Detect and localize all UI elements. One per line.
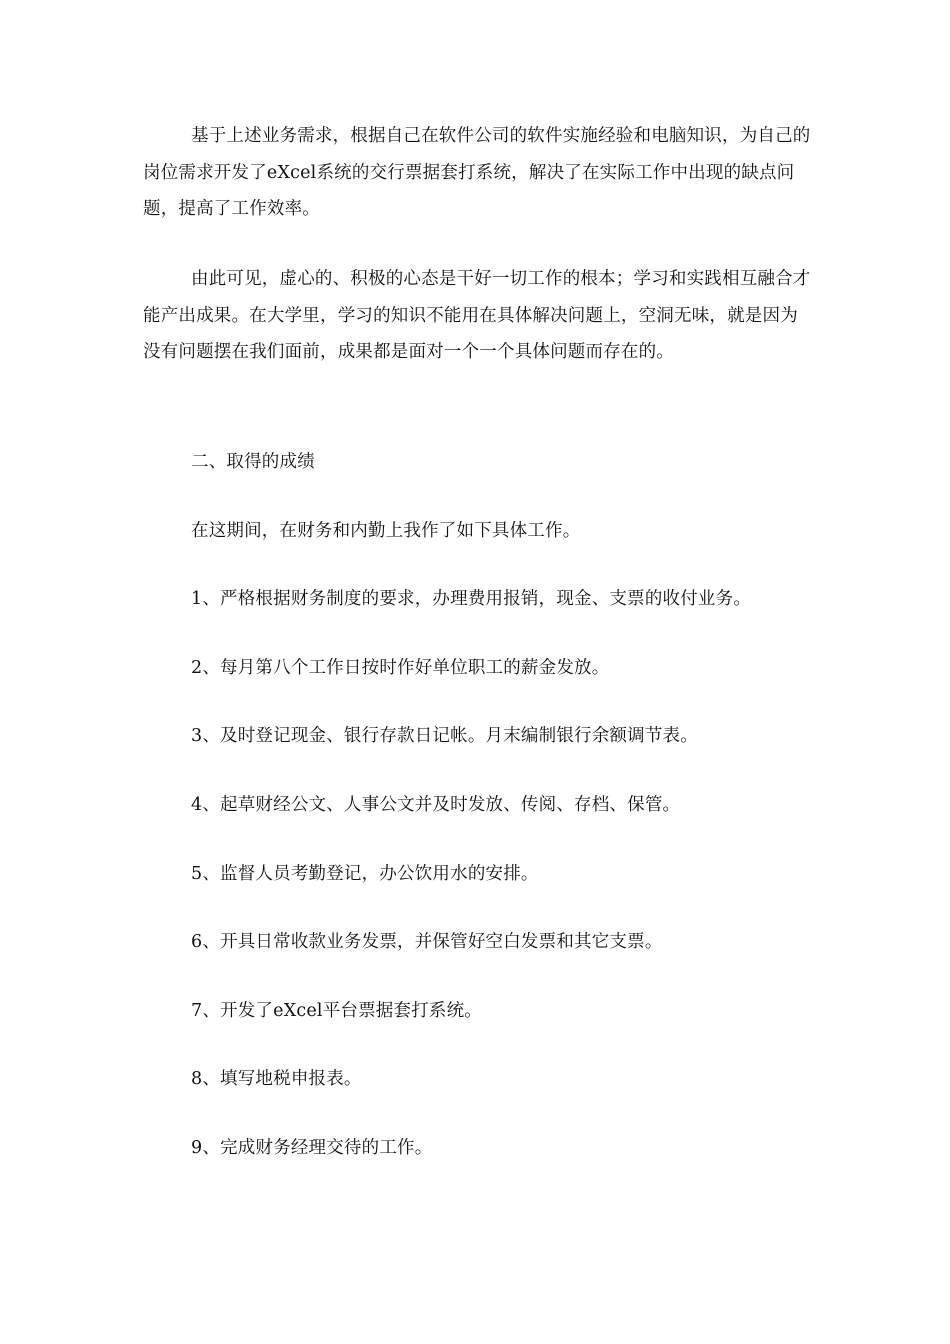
list-item: 4、起草财经公文、人事公文并及时发放、传阅、存档、保管。 bbox=[191, 795, 681, 815]
list-item: 3、及时登记现金、银行存款日记帐。月末编制银行余额调节表。 bbox=[191, 726, 698, 746]
list-item: 8、填写地税申报表。 bbox=[191, 1069, 362, 1089]
list-item: 7、开发了eXcel平台票据套打系统。 bbox=[191, 1001, 483, 1021]
intro-line: 在这期间，在财务和内勤上我作了如下具体工作。 bbox=[191, 521, 581, 541]
list-item: 1、严格根据财务制度的要求，办理费用报销，现金、支票的收付业务。 bbox=[191, 589, 752, 609]
section-heading: 二、取得的成绩 bbox=[191, 452, 315, 472]
list-item: 2、每月第八个工作日按时作好单位职工的薪金发放。 bbox=[191, 658, 610, 678]
paragraph-business-needs: 基于上述业务需求，根据自己在软件公司的软件实施经验和电脑知识，为自己的岗位需求开发了eXcel系统的交行票据套打系统，解决了在实际工作中出现的缺点问题，提高了工作效率。 bbox=[143, 126, 811, 219]
list-item: 5、监督人员考勤登记，办公饮用水的安排。 bbox=[191, 864, 539, 884]
list-item: 9、完成财务经理交待的工作。 bbox=[191, 1138, 433, 1158]
paragraph-attitude: 由此可见，虚心的、积极的心态是干好一切工作的根本；学习和实践相互融合才能产出成果。在大学里，学习的知识不能用在具体解决问题上，空洞无味，就是因为没有问题摆在我们面前，成果都是面对一个一个具体问题而存在的。 bbox=[143, 269, 811, 362]
list-item: 6、开具日常收款业务发票，并保管好空白发票和其它支票。 bbox=[191, 932, 663, 952]
